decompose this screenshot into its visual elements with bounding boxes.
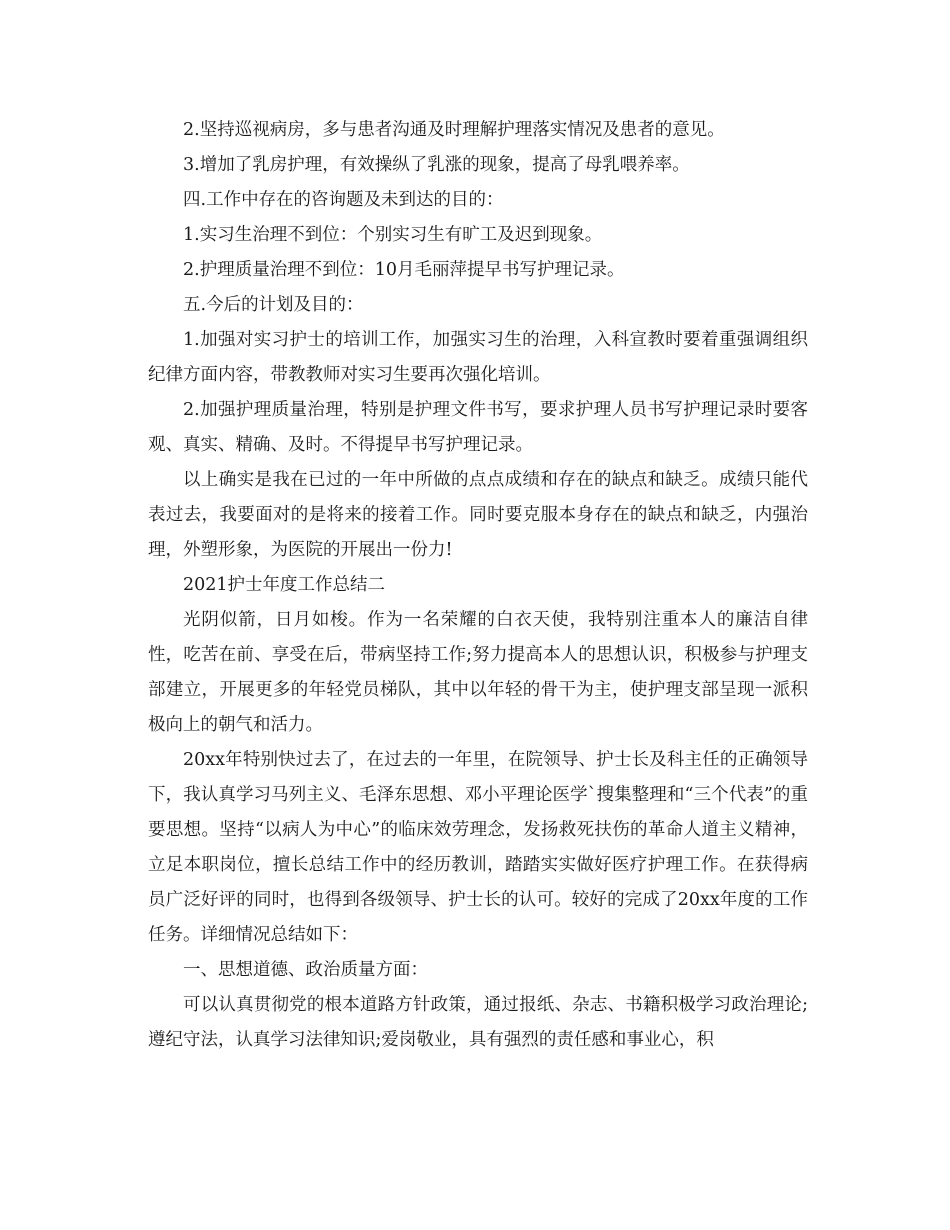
issue-item-2: 2.护理质量治理不到位：10月毛丽萍提早书写护理记录。 [183, 260, 625, 280]
issue-item-1: 1.实习生治理不到位：个别实习生有旷工及迟到现象。 [183, 225, 603, 245]
overview-paragraph: 20xx年特别快过去了，在过去的一年里，在院领导、护士长及科主任的正确领导下，我认真学习马列主义、毛泽东思想、邓小平理论医学`搜集整理和“三个代表”的重要思想。坚持“以病人为中心”的临床效劳理念，发扬救死扶伤的革命人道主义精神，立足本职岗位，擅长总结工作中的经历教训，踏踏实实做好医疗护理工作。在获得病员广泛好评的同时，也得到各级领导、护士长的认可。较好的完成了20xx年度的工作任务。详细情况总结如下： [148, 750, 808, 945]
second-summary-title: 2021护士年度工作总结二 [183, 575, 386, 595]
plan-item-2: 2.加强护理质量治理，特别是护理文件书写，要求护理人员书写护理记录时要客观、真实、精确、及时。不得提早书写护理记录。 [148, 400, 808, 455]
intro-paragraph: 光阴似箭，日月如梭。作为一名荣耀的白衣天使，我特别注重本人的廉洁自律性，吃苦在前、享受在后，带病坚持工作;努力提高本人的思想认识，积极参与护理支部建立，开展更多的年轻党员梯队，其中以年轻的骨干为主，使护理支部呈现一派积极向上的朝气和活力。 [148, 610, 808, 735]
summary-paragraph: 以上确实是我在已过的一年中所做的点点成绩和存在的缺点和缺乏。成绩只能代表过去，我要面对的是将来的接着工作。同时要克服本身存在的缺点和缺乏，内强治理，外塑形象，为医院的开展出一份力! [148, 470, 808, 560]
plan-item-1: 1.加强对实习护士的培训工作，加强实习生的治理，入科宣教时要着重强调组织纪律方面内容，带教教师对实习生要再次强化培训。 [148, 330, 808, 385]
paragraph-item-2: 2.坚持巡视病房，多与患者沟通及时理解护理落实情况及患者的意见。 [183, 120, 725, 140]
section-heading-4: 四.工作中存在的咨询题及未到达的目的： [183, 190, 504, 210]
section-heading-5: 五.今后的计划及目的： [183, 295, 364, 315]
paragraph-item-3: 3.增加了乳房护理，有效操纵了乳涨的现象，提高了母乳喂养率。 [183, 155, 690, 175]
document-body [148, 113, 808, 1058]
ideology-paragraph: 可以认真贯彻党的根本道路方针政策，通过报纸、杂志、书籍积极学习政治理论;遵纪守法，认真学习法律知识;爱岗敬业，具有强烈的责任感和事业心，积 [148, 995, 808, 1050]
section-heading-ideology: 一、思想道德、政治质量方面： [183, 960, 428, 980]
